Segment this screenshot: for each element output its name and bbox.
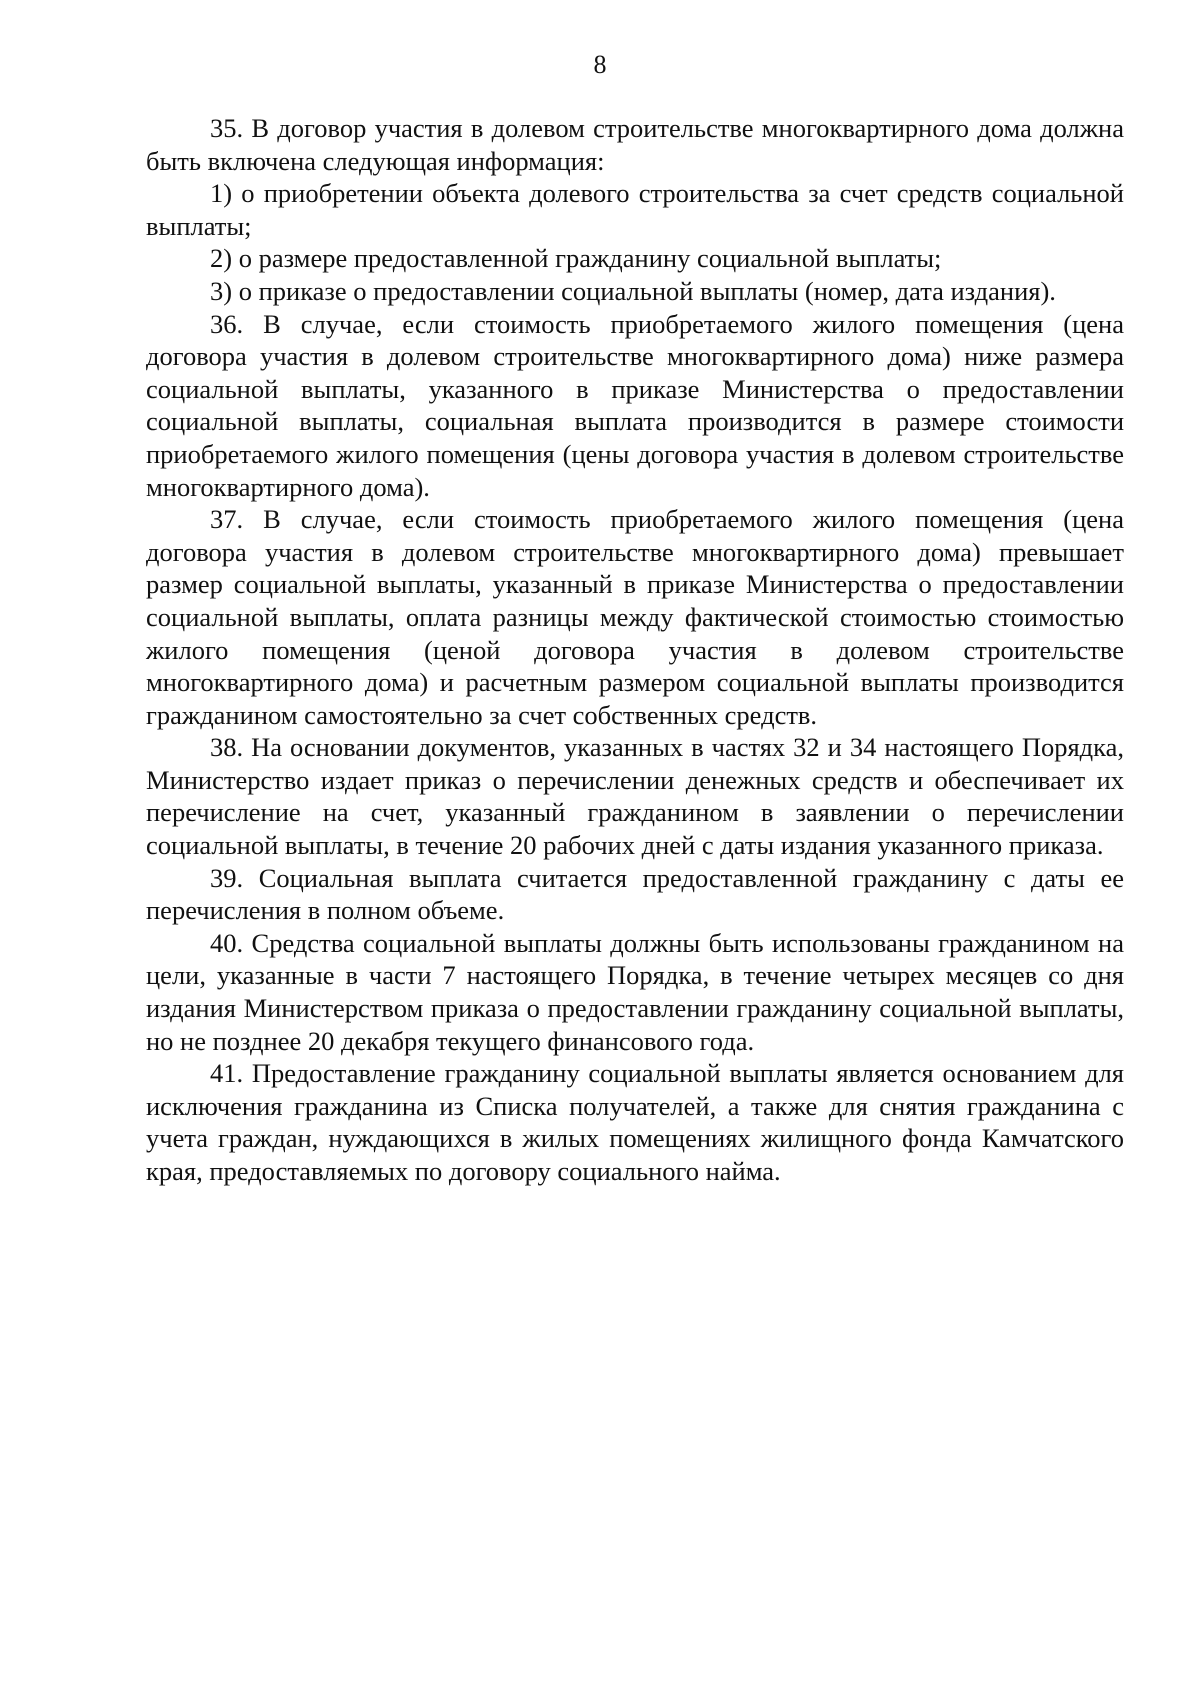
paragraph-35-item-2: 2) о размере предоставленной гражданину социальной выплаты; [210,243,942,274]
paragraph-39: 39. Социальная выплата считается предоставленной гражданину с даты ее перечисления в полном объеме. [146,862,1124,926]
paragraph-36: 36. В случае, если стоимость приобретаемого жилого помещения (цена договора участия в долевом строительстве многоквартирного дома) ниже размера социальной выплаты, указанного в приказе Министерства о предоставлении социальной выплаты, социальная выплата производится в размере стоимости приобретаемого жилого помещения (цены договора участия в долевом строительстве многоквартирного дома). [146,308,1124,502]
paragraph-40: 40. Средства социальной выплаты должны быть использованы гражданином на цели, указанные в части 7 настоящего Порядка, в течение четырех месяцев со дня издания Министерством приказа о предоставлении гражданину социальной выплаты, но не позднее 20 декабря текущего финансового года. [146,927,1124,1056]
paragraph-37: 37. В случае, если стоимость приобретаемого жилого помещения (цена договора участия в долевом строительстве многоквартирного дома) превышает размер социальной выплаты, указанный в приказе Министерства о предоставлении социальной выплаты, оплата разницы между фактической стоимостью стоимостью жилого помещения (ценой договора участия в долевом строительстве многоквартирного дома) и расчетным размером социальной выплаты производится гражданином самостоятельно за счет собственных средств. [146,504,1124,730]
document-body [146,112,1124,1188]
paragraph-35-item-1: 1) о приобретении объекта долевого строительства за счет средств социальной выплаты; [146,178,1124,241]
paragraph-35-item-3: 3) о приказе о предоставлении социальной выплаты (номер, дата издания). [210,275,1056,306]
paragraph-41: 41. Предоставление гражданину социальной выплаты является основанием для исключения гражданина из Списка получателей, а также для снятия гражданина с учета граждан, нуждающихся в жилых помещениях жилищного фонда Камчатского края, предоставляемых по договору социального найма. [146,1058,1124,1186]
page-number: 8 [593,50,607,79]
paragraph-35: 35. В договор участия в долевом строительстве многоквартирного дома должна быть включена следующая информация: [146,113,1124,176]
paragraph-38: 38. На основании документов, указанных в частях 32 и 34 настоящего Порядка, Министерство издает приказ о перечислении денежных средств и обеспечивает их перечисление на счет, указанный гражданином в заявлении о перечислении социальной выплаты, в течение 20 рабочих дней с даты издания указанного приказа. [146,732,1124,861]
